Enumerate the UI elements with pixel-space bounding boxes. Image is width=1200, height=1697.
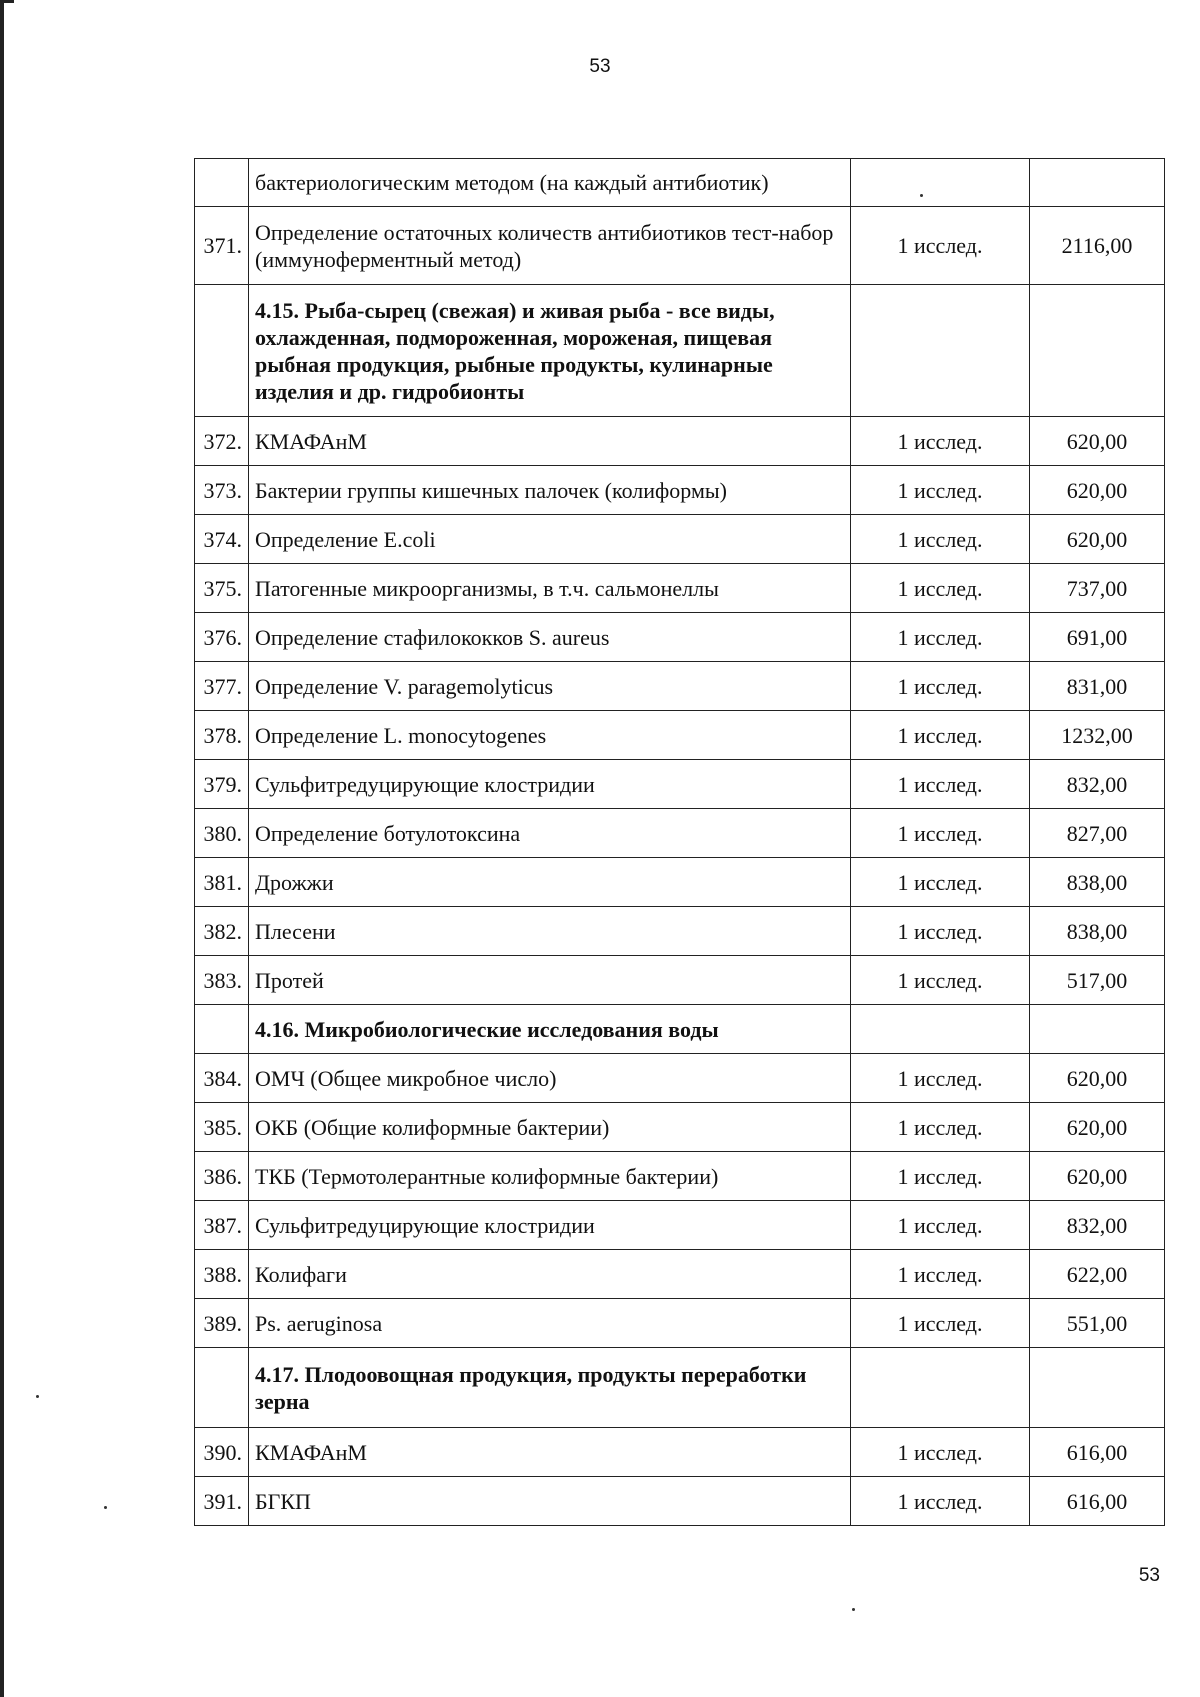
- scan-edge-corner: [0, 0, 14, 3]
- service-unit: 1 исслед.: [851, 711, 1030, 760]
- service-name: Определение V. paragemolyticus: [249, 662, 851, 711]
- service-price: 1232,00: [1030, 711, 1165, 760]
- row-number: 374.: [195, 515, 249, 564]
- service-unit: [851, 159, 1030, 207]
- section-title: 4.16. Микробиологические исследования воды: [249, 1005, 851, 1054]
- service-name: Определение стафилококков S. aureus: [249, 613, 851, 662]
- service-price: 2116,00: [1030, 207, 1165, 285]
- section-header-row: [195, 1348, 1165, 1428]
- service-price: 517,00: [1030, 956, 1165, 1005]
- service-price: 832,00: [1030, 760, 1165, 809]
- service-name: Ps. aeruginosa: [249, 1299, 851, 1348]
- service-price: 691,00: [1030, 613, 1165, 662]
- row-number: 391.: [195, 1477, 249, 1526]
- service-unit: 1 исслед.: [851, 1054, 1030, 1103]
- table-row: [195, 564, 1165, 613]
- row-number: 382.: [195, 907, 249, 956]
- table-row: [195, 159, 1165, 207]
- service-unit: 1 исслед.: [851, 662, 1030, 711]
- table-row: [195, 956, 1165, 1005]
- page-number-top: 53: [589, 56, 611, 77]
- table-row: [195, 809, 1165, 858]
- service-name: Определение ботулотоксина: [249, 809, 851, 858]
- service-name: ТКБ (Термотолерантные колиформные бактерии): [249, 1152, 851, 1201]
- service-name: Колифаги: [249, 1250, 851, 1299]
- row-number: 384.: [195, 1054, 249, 1103]
- service-price: 620,00: [1030, 515, 1165, 564]
- service-unit: 1 исслед.: [851, 515, 1030, 564]
- table-row: [195, 1299, 1165, 1348]
- service-name: Патогенные микроорганизмы, в т.ч. сальмонеллы: [249, 564, 851, 613]
- scan-speck: [36, 1395, 39, 1398]
- service-name: бактериологическим методом (на каждый антибиотик): [249, 159, 851, 207]
- table-row: [195, 858, 1165, 907]
- service-unit: 1 исслед.: [851, 956, 1030, 1005]
- price-list-table: [194, 158, 1165, 1526]
- row-number: 379.: [195, 760, 249, 809]
- page-number-bottom: 53: [1138, 1565, 1160, 1586]
- service-name: ОКБ (Общие колиформные бактерии): [249, 1103, 851, 1152]
- service-price: 620,00: [1030, 1054, 1165, 1103]
- section-title: 4.15. Рыба-сырец (свежая) и живая рыба - все виды, охлажденная, подмороженная, мороженая, пищевая рыбная продукция, рыбные продукты, кулинарные изделия и др. гидробионты: [249, 285, 851, 417]
- service-name: Сульфитредуцирующие клостридии: [249, 1201, 851, 1250]
- service-price: 622,00: [1030, 1250, 1165, 1299]
- table-row: [195, 662, 1165, 711]
- service-name: Определение остаточных количеств антибиотиков тест-набор (иммуноферментный метод): [249, 207, 851, 285]
- table-row: [195, 1103, 1165, 1152]
- service-price: 620,00: [1030, 1103, 1165, 1152]
- service-price: 827,00: [1030, 809, 1165, 858]
- table-row: [195, 1152, 1165, 1201]
- row-number: 373.: [195, 466, 249, 515]
- service-unit: 1 исслед.: [851, 417, 1030, 466]
- table-row: [195, 207, 1165, 285]
- service-unit: 1 исслед.: [851, 1103, 1030, 1152]
- row-number: 389.: [195, 1299, 249, 1348]
- row-number: 385.: [195, 1103, 249, 1152]
- service-unit: 1 исслед.: [851, 1477, 1030, 1526]
- service-name: ОМЧ (Общее микробное число): [249, 1054, 851, 1103]
- service-name: Дрожжи: [249, 858, 851, 907]
- row-number: 378.: [195, 711, 249, 760]
- service-price: 620,00: [1030, 417, 1165, 466]
- row-number: 387.: [195, 1201, 249, 1250]
- service-unit: 1 исслед.: [851, 907, 1030, 956]
- service-name: Протей: [249, 956, 851, 1005]
- service-price: [1030, 159, 1165, 207]
- table-row: [195, 515, 1165, 564]
- scan-speck: [104, 1506, 107, 1509]
- table-row: [195, 1477, 1165, 1526]
- service-name: БГКП: [249, 1477, 851, 1526]
- service-name: Определение E.coli: [249, 515, 851, 564]
- service-name: Плесени: [249, 907, 851, 956]
- table-row: [195, 760, 1165, 809]
- service-price: 832,00: [1030, 1201, 1165, 1250]
- service-price: 616,00: [1030, 1428, 1165, 1477]
- row-number: 375.: [195, 564, 249, 613]
- service-name: КМАФАнМ: [249, 1428, 851, 1477]
- service-name: Сульфитредуцирующие клостридии: [249, 760, 851, 809]
- service-unit: 1 исслед.: [851, 207, 1030, 285]
- table-row: [195, 907, 1165, 956]
- table-row: [195, 1428, 1165, 1477]
- table-row: [195, 1250, 1165, 1299]
- scan-speck: [852, 1608, 855, 1611]
- service-price: 838,00: [1030, 907, 1165, 956]
- service-unit: 1 исслед.: [851, 1299, 1030, 1348]
- service-unit: 1 исслед.: [851, 1250, 1030, 1299]
- service-name: КМАФАнМ: [249, 417, 851, 466]
- row-number: 377.: [195, 662, 249, 711]
- service-unit: 1 исслед.: [851, 1152, 1030, 1201]
- row-number: 376.: [195, 613, 249, 662]
- service-price: 620,00: [1030, 1152, 1165, 1201]
- service-name: Определение L. monocytogenes: [249, 711, 851, 760]
- table-row: [195, 1054, 1165, 1103]
- row-number: 386.: [195, 1152, 249, 1201]
- row-number: 371.: [195, 207, 249, 285]
- service-unit: 1 исслед.: [851, 466, 1030, 515]
- service-price: 620,00: [1030, 466, 1165, 515]
- service-unit: 1 исслед.: [851, 1201, 1030, 1250]
- table-row: [195, 613, 1165, 662]
- row-number: 372.: [195, 417, 249, 466]
- table-row: [195, 711, 1165, 760]
- row-number: 380.: [195, 809, 249, 858]
- service-price: 551,00: [1030, 1299, 1165, 1348]
- scan-edge-mark: [0, 0, 4, 1697]
- row-number: 381.: [195, 858, 249, 907]
- section-header-row: [195, 285, 1165, 417]
- service-unit: 1 исслед.: [851, 1428, 1030, 1477]
- service-unit: 1 исслед.: [851, 613, 1030, 662]
- row-number: [195, 159, 249, 207]
- table-row: [195, 466, 1165, 515]
- service-name: Бактерии группы кишечных палочек (колиформы): [249, 466, 851, 515]
- scan-speck: [920, 194, 923, 197]
- row-number: 388.: [195, 1250, 249, 1299]
- table-row: [195, 417, 1165, 466]
- service-price: 838,00: [1030, 858, 1165, 907]
- row-number: 383.: [195, 956, 249, 1005]
- section-header-row: [195, 1005, 1165, 1054]
- service-price: 616,00: [1030, 1477, 1165, 1526]
- service-unit: 1 исслед.: [851, 760, 1030, 809]
- service-unit: 1 исслед.: [851, 564, 1030, 613]
- service-price: 737,00: [1030, 564, 1165, 613]
- service-unit: 1 исслед.: [851, 809, 1030, 858]
- service-unit: 1 исслед.: [851, 858, 1030, 907]
- service-price: 831,00: [1030, 662, 1165, 711]
- section-title: 4.17. Плодоовощная продукция, продукты переработки зерна: [249, 1348, 851, 1428]
- table-row: [195, 1201, 1165, 1250]
- row-number: 390.: [195, 1428, 249, 1477]
